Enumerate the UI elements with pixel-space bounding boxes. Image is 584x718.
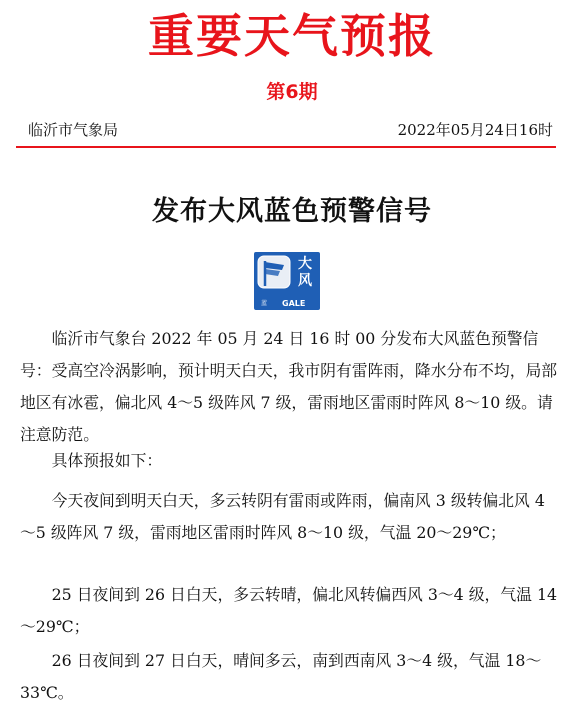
header-divider (16, 146, 556, 148)
badge-code: GALE (282, 299, 306, 308)
badge-color-label: 蓝 (261, 300, 268, 307)
badge-label-da: 大 (298, 256, 312, 272)
issue-date: 2022年05月24日16时 (397, 121, 553, 139)
paragraph-forecast-day3: 26 日夜间到 27 日白天，晴间多云，南到西南风 3～4 级，气温 18～33℃。 (20, 651, 542, 702)
paragraph-forecast-intro: 具体预报如下： (51, 451, 163, 470)
issue-number: 第6期 (266, 81, 318, 103)
paragraph-forecast-day2: 25 日夜间到 26 日白天，多云转晴，偏北风转偏西风 3～4 级，气温 14～29℃； (20, 585, 558, 636)
document-title: 发布大风蓝色预警信号 (152, 196, 432, 227)
masthead-title: 重要天气预报 (148, 9, 436, 63)
paragraph-forecast-day1: 今天夜间到明天白天，多云转阴有雷雨或阵雨，偏南风 3 级转偏北风 4～5 级阵风 7 级，雷雨地区雷雨时阵风 8～10 级，气温 20～29℃； (20, 491, 545, 542)
issuer-name: 临沂市气象局 (28, 121, 119, 139)
badge-label-feng: 风 (298, 273, 312, 289)
meta-row (28, 119, 553, 141)
paragraph-warning: 临沂市气象台 2022 年 05 月 24 日 16 时 00 分发布大风蓝色预警信号：受高空冷涡影响，预计明天白天，我市阴有雷阵雨，降水分布不均，局部地区有冰雹，偏北风 4～5 级阵风 7 级，雷雨地区雷雨时阵风 8～10 级。请注意防范。 (20, 329, 558, 444)
gale-warning-blue-icon (254, 252, 320, 310)
